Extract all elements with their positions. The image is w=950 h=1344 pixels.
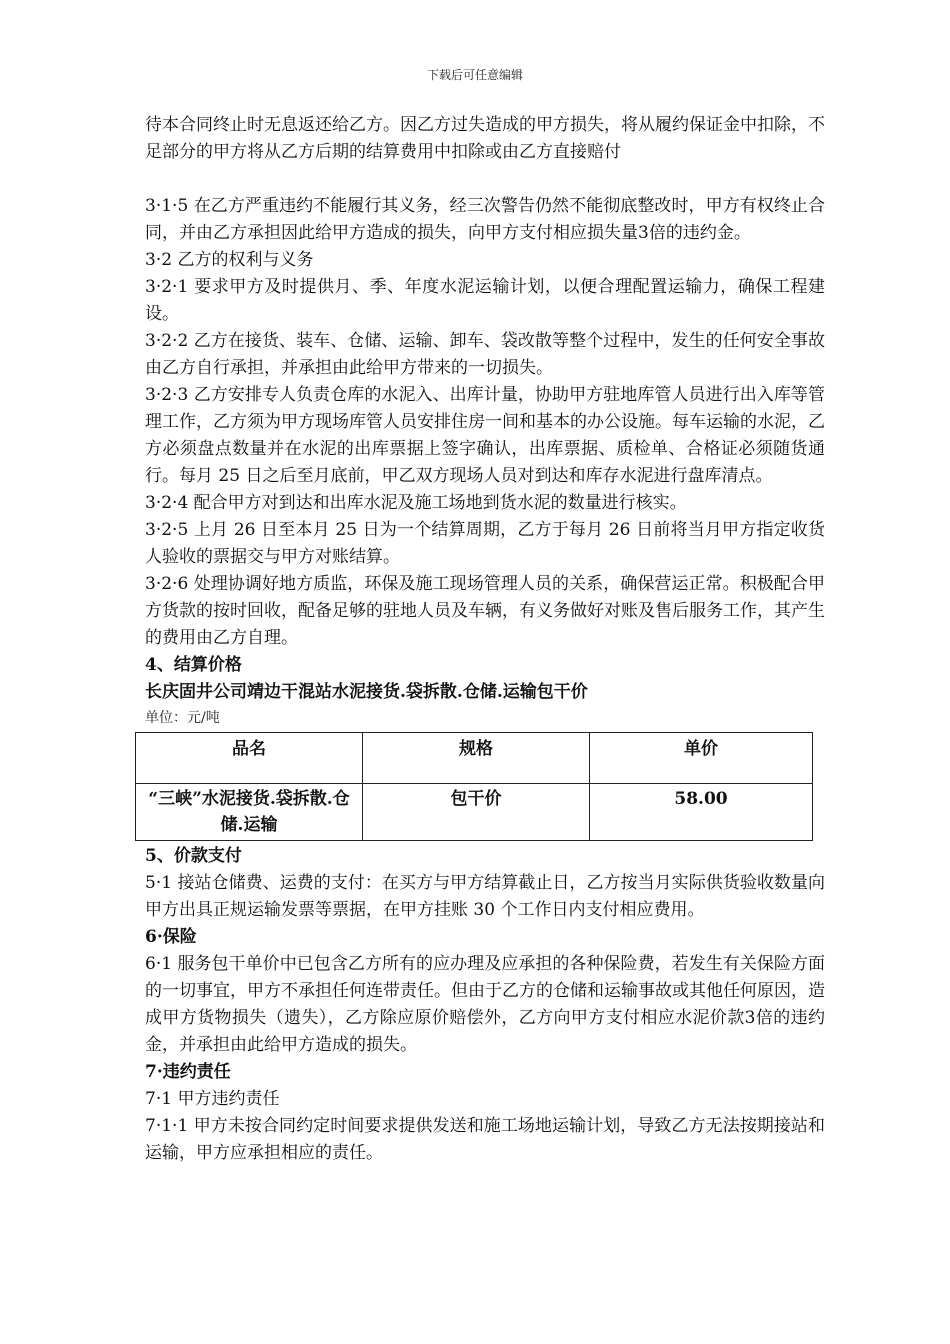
clause-7-1: 7·1 甲方违约责任 [145,1089,280,1109]
table-header-row [136,733,813,784]
unit-label: 单位：元/吨 [145,710,220,726]
table-header-cell: 单价 [590,733,813,784]
clause-5-1: 5·1 接站仓储费、运费的支付：在买方与甲方结算截止日，乙方按当月实际供货验收数量向甲方出具正规运输发票等票据，在甲方挂账 30 个工作日内支付相应费用。 [145,873,825,920]
clause-3-2-5: 3·2·5 上月 26 日至本月 25 日为一个结算周期，乙方于每月 26 日前将当月甲方指定收货人验收的票据交与甲方对账结算。 [145,520,825,567]
table-cell-spec: 包干价 [363,784,590,841]
table-cell-product: “三峡”水泥接货.袋拆散.仓储.运输 [136,784,363,841]
clause-7-1-1: 7·1·1 甲方未按合同约定时间要求提供发送和施工场地运输计划，导致乙方无法按期接站和运输，甲方应承担相应的责任。 [145,1116,825,1163]
section-7-heading: 7·违约责任 [145,1062,231,1082]
clause-3-1-5: 3·1·5 在乙方严重违约不能履行其义务，经三次警告仍然不能彻底整改时，甲方有权终止合同，并由乙方承担因此给甲方造成的损失，向甲方支付相应损失量3倍的违约金。 [145,196,825,243]
clause-3-2-3: 3·2·3 乙方安排专人负责仓库的水泥入、出库计量，协助甲方驻地库管人员进行出入库等管理工作，乙方须为甲方现场库管人员安排住房一间和基本的办公设施。每车运输的水泥，乙方必须盘点数量并在水泥的出库票据上签字确认，出库票据、质检单、合格证必须随货通行。每月 25 日之后至月底前，甲乙双方现场人员对到达和库存水泥进行盘库清点。 [145,385,825,486]
spacer [145,166,825,193]
page-header-note: 下载后可任意编辑 [426,68,523,82]
table-header-cell: 品名 [136,733,363,784]
table-cell-price: 58.00 [590,784,813,841]
section-6-heading: 6·保险 [145,927,197,947]
clause-3-2-1: 3·2·1 要求甲方及时提供月、季、年度水泥运输计划，以便合理配置运输力，确保工程建设。 [145,277,825,324]
table-header-cell: 规格 [363,733,590,784]
paragraph-deposit-return: 待本合同终止时无息返还给乙方。因乙方过失造成的甲方损失，将从履约保证金中扣除，不足部分的甲方将从乙方后期的结算费用中扣除或由乙方直接赔付 [145,115,825,162]
price-table [135,732,813,841]
clause-3-2-2: 3·2·2 乙方在接货、装车、仓储、运输、卸车、袋改散等整个过程中，发生的任何安全事故由乙方自行承担，并承担由此给甲方带来的一切损失。 [145,331,825,378]
section-4-subheading: 长庆固井公司靖边干混站水泥接货.袋拆散.仓储.运输包干价 [145,682,588,702]
section-4-heading: 4、结算价格 [145,655,242,675]
document-body [145,112,825,1167]
table-row [136,784,813,841]
section-5-heading: 5、价款支付 [145,846,242,866]
clause-6-1: 6·1 服务包干单价中已包含乙方所有的应办理及应承担的各种保险费，若发生有关保险方面的一切事宜，甲方不承担任何连带责任。但由于乙方的仓储和运输事故或其他任何原因，造成甲方货物损失（遗失），乙方除应原价赔偿外，乙方向甲方支付相应水泥价款3倍的违约金，并承担由此给甲方造成的损失。 [145,954,825,1055]
clause-3-2-6: 3·2·6 处理协调好地方质监，环保及施工现场管理人员的关系，确保营运正常。积极配合甲方货款的按时回收，配备足够的驻地人员及车辆，有义务做好对账及售后服务工作，其产生的费用由乙方自理。 [145,574,825,648]
clause-3-2-heading: 3·2 乙方的权利与义务 [145,250,314,270]
clause-3-2-4: 3·2·4 配合甲方对到达和出库水泥及施工场地到货水泥的数量进行核实。 [145,493,687,513]
